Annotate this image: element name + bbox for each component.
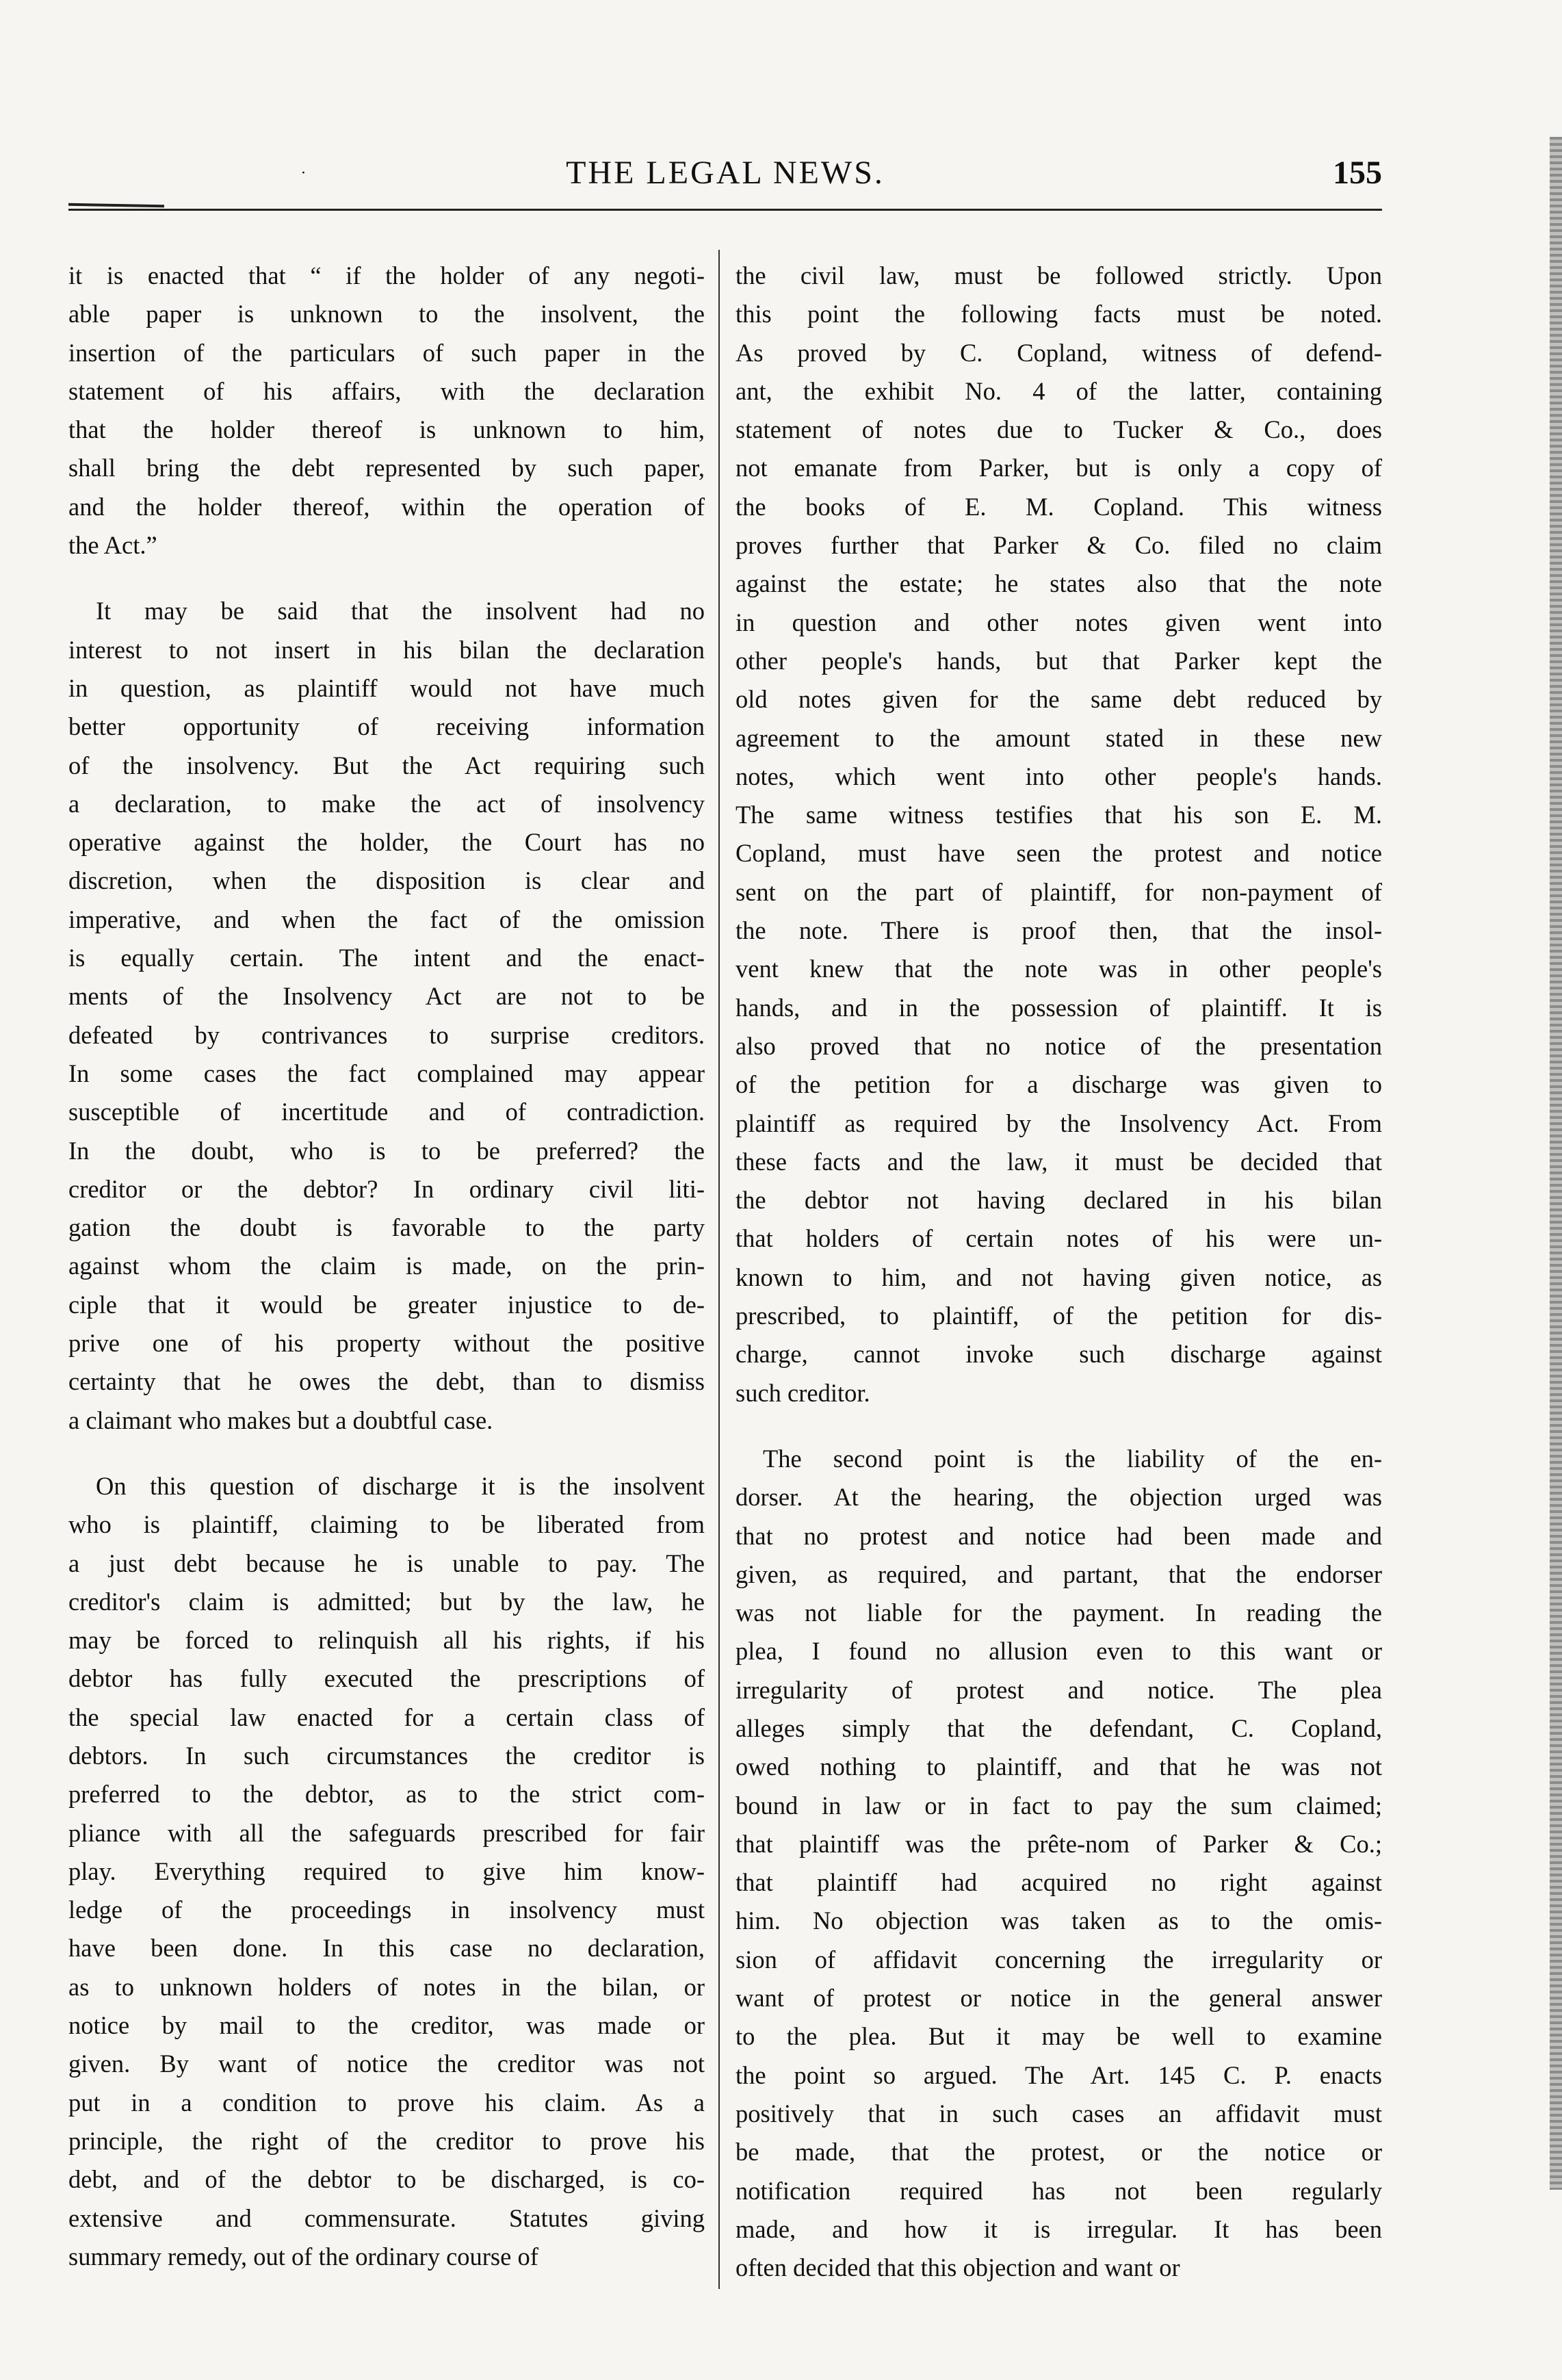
text-line: As proved by C. Copland, witness of defend-: [736, 338, 1382, 367]
text-line: is equally certain. The intent and the enact-: [68, 944, 705, 972]
text-line: notification required has not been regularly: [736, 2176, 1382, 2205]
page-header: [68, 147, 1382, 202]
text-line: old notes given for the same debt reduced by: [736, 685, 1382, 714]
text-line: ant, the exhibit No. 4 of the latter, containing: [736, 376, 1382, 405]
text-line: positively that in such cases an affidavit must: [736, 2099, 1382, 2127]
text-line: against the estate; he states also that the note: [736, 569, 1382, 598]
text-line: proves further that Parker & Co. filed no claim: [736, 531, 1382, 560]
text-line: given. By want of notice the creditor was not: [68, 2049, 705, 2078]
text-line: notes, which went into other people's hands.: [736, 762, 1382, 790]
page-number: 155: [1333, 155, 1382, 191]
text-line: that plaintiff had acquired no right against: [736, 1868, 1382, 1897]
text-line: not emanate from Parker, but is only a copy of: [736, 454, 1382, 482]
text-line: that plaintiff was the prête-nom of Parker & Co.;: [736, 1829, 1382, 1858]
text-line: plaintiff as required by the Insolvency Act. From: [736, 1109, 1382, 1137]
text-line: statement of notes due to Tucker & Co., does: [736, 415, 1382, 444]
text-line: prescribed, to plaintiff, of the petition for dis-: [736, 1302, 1382, 1330]
text-line: to the plea. But it may be well to examine: [736, 2022, 1382, 2051]
text-line: a claimant who makes but a doubtful case.: [68, 1406, 493, 1434]
text-line: other people's hands, but that Parker kept the: [736, 646, 1382, 675]
text-line: the special law enacted for a certain class of: [68, 1703, 705, 1731]
text-line: vent knew that the note was in other people's: [736, 955, 1382, 983]
text-line: play. Everything required to give him know-: [68, 1857, 705, 1885]
text-line: often decided that this objection and want or: [736, 2253, 1180, 2282]
text-line: put in a condition to prove his claim. As a: [68, 2088, 705, 2117]
text-line: and the holder thereof, within the operation of: [68, 492, 705, 521]
text-line: this point the following facts must be noted.: [736, 300, 1382, 328]
text-line: The same witness testifies that his son E. M.: [736, 801, 1382, 829]
text-line: pliance with all the safeguards prescribed for fair: [68, 1818, 705, 1847]
paragraph-gap: [736, 1412, 1382, 1440]
text-line: summary remedy, out of the ordinary course of: [68, 2242, 538, 2271]
text-line: In the doubt, who is to be preferred? the: [68, 1136, 705, 1165]
text-line: susceptible of incertitude and of contradiction.: [68, 1098, 705, 1126]
text-line: that no protest and notice had been made and: [736, 1521, 1382, 1550]
text-line: interest to not insert in his bilan the declaration: [68, 635, 705, 664]
text-line: given, as required, and partant, that the endorser: [736, 1560, 1382, 1588]
text-line: such creditor.: [736, 1378, 870, 1407]
left-column: [68, 257, 705, 2276]
text-line: owed nothing to plaintiff, and that he was not: [736, 1752, 1382, 1781]
text-line: able paper is unknown to the insolvent, the: [68, 300, 705, 328]
text-line: as to unknown holders of notes in the bilan, or: [68, 1972, 705, 2001]
text-line: the debtor not having declared in his bilan: [736, 1186, 1382, 1215]
text-line: made, and how it is irregular. It has been: [736, 2214, 1382, 2243]
text-line: defeated by contrivances to surprise creditors.: [68, 1020, 705, 1049]
text-line: of the insolvency. But the Act requiring such: [68, 751, 705, 779]
paragraph-gap: [68, 565, 705, 592]
text-line: against whom the claim is made, on the prin-: [68, 1252, 705, 1280]
text-line: notice by mail to the creditor, was made or: [68, 2011, 705, 2040]
text-line: debtor has fully executed the prescriptions of: [68, 1664, 705, 1693]
text-line: certainty that he owes the debt, than to dismiss: [68, 1367, 705, 1396]
text-line: charge, cannot invoke such discharge against: [736, 1340, 1382, 1369]
text-line: It may be said that the insolvent had no: [96, 597, 705, 625]
text-line: creditor's claim is admitted; but by the law, he: [68, 1587, 705, 1616]
text-line: plea, I found no allusion even to this want or: [736, 1637, 1382, 1666]
text-line: it is enacted that “ if the holder of any negoti-: [68, 261, 705, 289]
text-line: in question and other notes given went into: [736, 608, 1382, 636]
paragraph: [736, 1440, 1382, 2288]
paragraph: [68, 592, 705, 1440]
text-line: known to him, and not having given notice, as: [736, 1263, 1382, 1291]
text-line: want of protest or notice in the general answer: [736, 1984, 1382, 2013]
text-line: The second point is the liability of the en-: [763, 1444, 1382, 1473]
text-line: sent on the part of plaintiff, for non-payment of: [736, 877, 1382, 906]
text-line: extensive and commensurate. Statutes giving: [68, 2203, 705, 2232]
paragraph: [68, 257, 705, 565]
text-line: the note. There is proof then, that the insol-: [736, 916, 1382, 945]
text-line: was not liable for the payment. In reading the: [736, 1599, 1382, 1627]
text-line: the books of E. M. Copland. This witness: [736, 492, 1382, 521]
text-line: prive one of his property without the positive: [68, 1329, 705, 1358]
text-line: principle, the right of the creditor to prove his: [68, 2126, 705, 2155]
text-line: creditor or the debtor? In ordinary civil liti-: [68, 1174, 705, 1203]
text-line: a declaration, to make the act of insolvency: [68, 789, 705, 818]
text-line: also proved that no notice of the presentation: [736, 1031, 1382, 1060]
text-line: Copland, must have seen the protest and notice: [736, 839, 1382, 868]
text-line: ciple that it would be greater injustice to de-: [68, 1290, 705, 1319]
text-line: sion of affidavit concerning the irregularity or: [736, 1945, 1382, 1974]
text-line: dorser. At the hearing, the objection urged was: [736, 1483, 1382, 1512]
text-line: of the petition for a discharge was given to: [736, 1070, 1382, 1099]
text-line: him. No objection was taken as to the omis-: [736, 1906, 1382, 1935]
text-line: that the holder thereof is unknown to him,: [68, 415, 705, 444]
text-line: irregularity of protest and notice. The plea: [736, 1675, 1382, 1704]
header-rule-left: [68, 203, 164, 207]
text-line: the Act.”: [68, 531, 157, 560]
journal-title: THE LEGAL NEWS.: [566, 155, 885, 191]
text-line: a just debt because he is unable to pay. The: [68, 1549, 705, 1577]
text-line: have been done. In this case no declaration,: [68, 1934, 705, 1963]
header-dot: ·: [301, 165, 306, 182]
text-line: In some cases the fact complained may appear: [68, 1059, 705, 1087]
text-line: bound in law or in fact to pay the sum claimed;: [736, 1791, 1382, 1820]
text-line: imperative, and when the fact of the omission: [68, 905, 705, 933]
text-line: debtors. In such circumstances the creditor is: [68, 1741, 705, 1770]
column-divider: [718, 250, 720, 2289]
text-line: On this question of discharge it is the insolvent: [96, 1471, 705, 1500]
text-line: operative against the holder, the Court has no: [68, 828, 705, 857]
text-line: the point so argued. The Art. 145 C. P. enacts: [736, 2060, 1382, 2089]
text-line: agreement to the amount stated in these new: [736, 723, 1382, 752]
text-line: preferred to the debtor, as to the strict com-: [68, 1780, 705, 1809]
text-line: may be forced to relinquish all his rights, if his: [68, 1626, 705, 1655]
text-line: who is plaintiff, claiming to be liberated from: [68, 1510, 705, 1539]
paragraph-gap: [68, 1440, 705, 1467]
header-rule: [68, 209, 1382, 211]
text-line: debt, and of the debtor to be discharged, is co-: [68, 2165, 705, 2194]
text-line: these facts and the law, it must be decided that: [736, 1147, 1382, 1176]
text-line: better opportunity of receiving information: [68, 712, 705, 741]
text-line: shall bring the debt represented by such paper,: [68, 454, 705, 482]
text-line: the civil law, must be followed strictly. Upon: [736, 261, 1382, 289]
text-line: hands, and in the possession of plaintiff. It is: [736, 993, 1382, 1022]
page-edge-binding: [1550, 137, 1562, 2190]
text-line: alleges simply that the defendant, C. Copland,: [736, 1713, 1382, 1742]
paragraph: [68, 1467, 705, 2276]
text-line: statement of his affairs, with the declaration: [68, 376, 705, 405]
text-line: ments of the Insolvency Act are not to be: [68, 982, 705, 1011]
text-line: ledge of the proceedings in insolvency must: [68, 1896, 705, 1924]
text-line: be made, that the protest, or the notice or: [736, 2138, 1382, 2166]
text-line: that holders of certain notes of his were un-: [736, 1224, 1382, 1253]
right-column: [736, 257, 1382, 2287]
text-line: insertion of the particulars of such paper in the: [68, 338, 705, 367]
paragraph: [736, 257, 1382, 1412]
text-line: gation the doubt is favorable to the party: [68, 1213, 705, 1242]
text-line: in question, as plaintiff would not have much: [68, 673, 705, 702]
text-line: discretion, when the disposition is clear and: [68, 866, 705, 895]
